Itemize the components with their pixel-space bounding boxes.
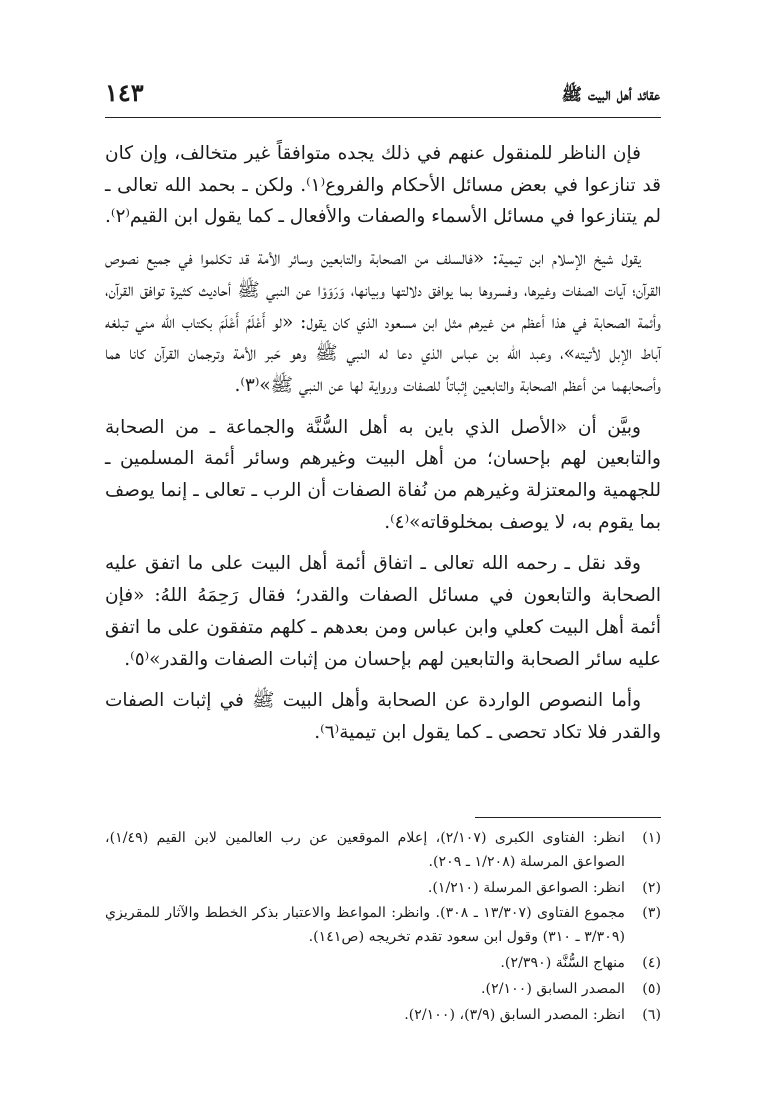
footnote-number: (٥) xyxy=(642,980,661,997)
footnote-divider xyxy=(475,817,661,818)
footnote xyxy=(105,952,661,976)
footnote-number: (١) xyxy=(642,830,661,846)
footnote xyxy=(105,827,661,875)
footnote xyxy=(105,877,661,901)
main-text xyxy=(105,138,661,759)
footnote-text: انظر: الصواعق المرسلة (١/٢١٠). xyxy=(427,879,625,896)
footnote xyxy=(105,902,661,950)
paragraph: وقد نقل ـ رحمه الله تعالى ـ اتفاق أئمة أهل البيت على ما اتفق عليه الصحابة والتابعون في مسائل الصفات والقدر؛ فقال رَحِمَهُ اللهُ: «فإن أئمة أهل البيت كعلي وابن عباس ومن بعدهم ـ كلهم متفقون على ما اتفق عليه سائر الصحابة والتابعين لهم بإحسان من إثبات الصفات والقدر»⁽٥⁾. xyxy=(105,553,661,670)
footnote-number: (٦) xyxy=(642,1006,661,1023)
footnote-text: منهاج السُّنَّة (٢/٣٩٠). xyxy=(500,954,625,971)
footnote-number: (٤) xyxy=(642,954,661,971)
footnotes-list xyxy=(105,827,661,1029)
paragraph: يقول شيخ الإسلام ابن تيمية: «فالسلف من الصحابة والتابعين وسائر الأمة قد تكلموا في جميع نصوص القرآن؛ آيات الصفات وغيرها، وفسروها بما يوافق دلالتها وبيانها، وَرَوَوْا عن النبي ﷺ أحاديث كثيرة توافق القرآن، وأئمة الصحابة في هذا أعظم من غيرهم مثل ابن مسعود الذي كان يقول: «لو أَعْلَمُ أَعْلَمَ بكتاب الله مني تبلغه آباط الإبل لأتيته»، وعبد الله بن عباس الذي دعا له النبي ﷺ وهو حَبر الأمة وترجمان القرآن كانا هما وأصحابهما من أعظم الصحابة والتابعين إثباتاً للصفات ورواية لها عن النبي ﷺ»⁽٣⁾. xyxy=(105,248,661,396)
footnote-text: مجموع الفتاوى (١٣/٣٠٧ ـ ٣٠٨). وانظر: المواعظ والاعتبار بذكر الخطط والآثار للمقريزي (٣/٣٠٩ ـ ٣١٠) وقول ابن سعود تقدم تخريجه (ص١٤١). xyxy=(105,905,626,946)
header-divider xyxy=(105,117,661,118)
footnote-number: (٣) xyxy=(642,905,661,922)
footnote-number: (٢) xyxy=(642,879,661,896)
paragraph: وأما النصوص الواردة عن الصحابة وأهل البيت ﷺ في إثبات الصفات والقدر فلا تكاد تحصى ـ كما يقول ابن تيمية⁽٦⁾. xyxy=(105,690,661,743)
running-title: عقائد أهل البيت ﷺ xyxy=(561,85,660,105)
footnote-text: المصدر السابق (٢/١٠٠). xyxy=(481,980,625,997)
paragraph: وبيَّن أن «الأصل الذي باين به أهل السُّنَّة والجماعة ـ من الصحابة والتابعين لهم بإحسان؛ من أهل البيت وغيرهم وسائر أئمة المسلمين ـ للجهمية والمعتزلة وغيرهم من نُفاة الصفات أن الرب ـ تعالى ـ إنما يوصف بما يقوم به، لا يوصف بمخلوقاته»⁽٤⁾. xyxy=(105,416,661,533)
footnote xyxy=(105,1004,661,1028)
page-header xyxy=(105,78,660,112)
page-number: ١٤٣ xyxy=(105,78,144,107)
footnote-text: انظر: المصدر السابق (٣/٩)، (٢/١٠٠). xyxy=(404,1006,625,1023)
footnote-text: انظر: الفتاوى الكبرى (٢/١٠٧)، إعلام الموقعين عن رب العالمين لابن القيم (١/٤٩)، الصواعق المرسلة (١/٢٠٨ ـ ٢٠٩). xyxy=(105,830,625,870)
footnote xyxy=(105,978,661,1002)
paragraph: فإن الناظر للمنقول عنهم في ذلك يجده متوافقاً غير متخالف، وإن كان قد تنازعوا في بعض مسائل الأحكام والفروع⁽١⁾. ولكن ـ بحمد الله تعالى ـ لم يتنازعوا في مسائل الأسماء والصفات والأفعال ـ كما يقول ابن القيم⁽٢⁾. xyxy=(105,143,661,228)
